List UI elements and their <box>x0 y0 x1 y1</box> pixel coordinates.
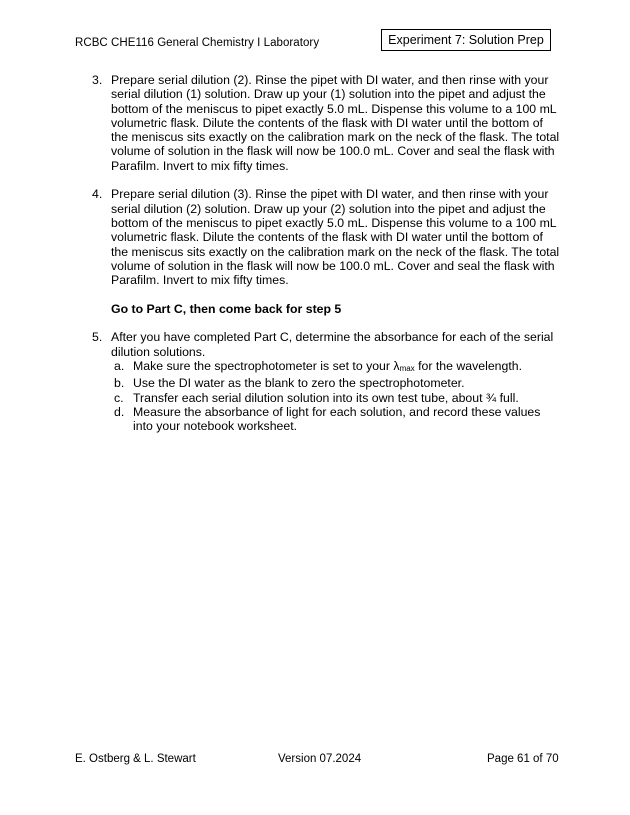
substep-text: Transfer each serial dilution solution into its own test tube, about ¾ full. <box>133 390 519 405</box>
substep-a <box>92 359 562 376</box>
substep-text-post: for the wavelength. <box>414 358 523 373</box>
footer-page-number: Page 61 of 70 <box>487 753 559 765</box>
substep-letter: a. <box>114 358 125 373</box>
part-c-note: Go to Part C, then come back for step 5 <box>111 301 342 316</box>
experiment-title-box: Experiment 7: Solution Prep <box>381 29 551 51</box>
substep-text: Measure the absorbance of light for each solution, and record these values into your notebook worksheet. <box>133 404 541 434</box>
substep-letter: d. <box>114 404 125 419</box>
step-3 <box>92 73 562 173</box>
step-text: Prepare serial dilution (3). Rinse the pipet with DI water, and then rinse with your serial dilution (2) solution. Draw up your (2) solution into the pipet and adjust the bottom of the meniscus to pipet exactly 5.0 mL. Dispense this volume to a 100 mL volumetric flask. Dilute the contents of the flask with DI water until the bottom of the meniscus sits exactly on the calibration mark on the neck of the flask. The total volume of solution in the flask will now be 100.0 mL. Cover and seal the flask with Parafilm. Invert to mix fifty times. <box>111 187 560 288</box>
step-4 <box>92 187 562 287</box>
step-number: 5. <box>92 330 103 345</box>
substep-d <box>92 405 562 434</box>
substep-text: Use the DI water as the blank to zero the spectrophotometer. <box>133 376 465 391</box>
substep-b <box>92 376 562 390</box>
footer-authors: E. Ostberg & L. Stewart <box>75 753 196 765</box>
document-body <box>92 73 562 433</box>
substep-c <box>92 391 562 405</box>
lambda-max-subscript: max <box>399 363 415 373</box>
step-5 <box>92 330 562 359</box>
step-number: 3. <box>92 73 103 87</box>
substep-letter: b. <box>114 376 125 391</box>
substep-text-pre: Make sure the spectrophotometer is set to your λ <box>133 358 400 373</box>
footer-version: Version 07.2024 <box>278 753 362 765</box>
step-text: Prepare serial dilution (2). Rinse the pipet with DI water, and then rinse with your serial dilution (1) solution. Draw up your (1) solution into the pipet and adjust the bottom of the meniscus to pipet exactly 5.0 mL. Dispense this volume to a 100 mL volumetric flask. Dilute the contents of the flask with DI water until the bottom of the meniscus sits exactly on the calibration mark on the neck of the flask. The total volume of solution in the flask will now be 100.0 mL. Cover and seal the flask with Parafilm. Invert to mix fifty times. <box>111 73 560 173</box>
header-course-title: RCBC CHE116 General Chemistry I Laboratory <box>75 37 320 49</box>
substep-letter: c. <box>114 390 124 405</box>
step-text: After you have completed Part C, determine the absorbance for each of the serial dilution solutions. <box>111 330 554 359</box>
step-number: 4. <box>92 187 103 202</box>
